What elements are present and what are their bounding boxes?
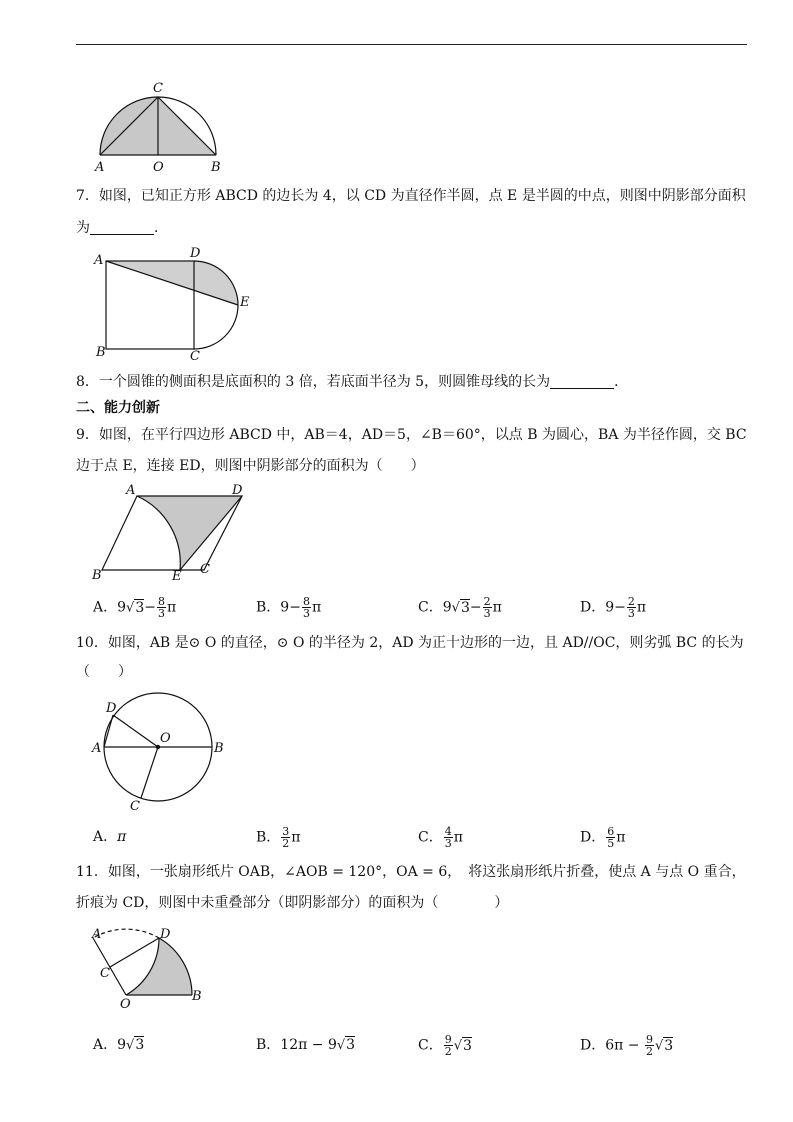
fig10-label-b: B xyxy=(214,741,224,756)
section-heading: 二、能力创新 xyxy=(76,400,160,416)
q11-line1: 11．如图，一张扇形纸片 OAB，∠AOB = 120°，OA = 6， 将这张扇形纸片折叠，使点 A 与点 O 重合， xyxy=(76,864,746,880)
fig9-label-b: B xyxy=(92,568,102,583)
q9-option-c[interactable]: C．9√3− $\frac{2}{3}$ π xyxy=(418,595,502,620)
q10-line2: （ ） xyxy=(76,664,132,680)
q10-line1: 10．如图，AB 是⊙ O 的直径，⊙ O 的半径为 2，AD 为正十边形的一边，且 AD//OC，则劣弧 BC 的长为 xyxy=(76,635,744,651)
q9-line1: 9．如图，在平行四边形 ABCD 中，AB＝4，AD＝5，∠B＝60°，以点 B 为圆心，BA 为半径作圆，交 BC xyxy=(76,427,747,443)
q7-prefix: 为 xyxy=(76,220,90,236)
q10-option-c[interactable]: C． $\frac{4}{3}$ π xyxy=(418,825,463,850)
q11-option-d[interactable]: D．6π − $\frac{9}{2}$ √3 xyxy=(580,1033,674,1058)
fig9-label-e: E xyxy=(172,569,182,584)
fig7-label-d: D xyxy=(190,246,201,261)
q11-option-a[interactable]: A．9√3 xyxy=(93,1037,145,1053)
figure-square-semicircle xyxy=(90,244,260,364)
fig6-label-b: B xyxy=(211,160,221,175)
q8-suffix: ． xyxy=(614,374,629,390)
fig10-label-o: O xyxy=(160,731,171,746)
q7-suffix: ． xyxy=(154,220,168,236)
q8-stem: 8．一个圆锥的侧面积是底面积的 3 倍，若底面半径为 5，则圆锥母线的长为 xyxy=(76,374,551,390)
q9-option-d[interactable]: D．9− $\frac{2}{3}$ π xyxy=(580,595,647,620)
q10-option-b[interactable]: B． $\frac{3}{2}$ π xyxy=(256,825,301,850)
fig11-label-b: B xyxy=(192,989,202,1004)
fig10-label-c: C xyxy=(130,799,140,814)
fig11-label-d: D xyxy=(160,927,171,942)
fig7-label-a: A xyxy=(94,253,104,268)
q10-option-a[interactable]: A．π xyxy=(93,829,127,845)
q11-option-b[interactable]: B．12π − 9√3 xyxy=(256,1037,356,1053)
figure-parallelogram xyxy=(88,480,258,584)
q7-answer-blank xyxy=(90,220,154,235)
fig11-label-o: O xyxy=(120,997,131,1010)
fig10-label-d: D xyxy=(106,701,117,716)
fig6-label-a: A xyxy=(95,160,105,175)
header-rule xyxy=(76,44,747,45)
fig7-label-b: B xyxy=(96,345,106,360)
fig11-label-a: A xyxy=(92,927,102,942)
q8-text xyxy=(76,372,628,392)
q7-line1: 7．如图，已知正方形 ABCD 的边长为 4，以 CD 为直径作半圆，点 E 是半圆的中点，则图中阴影部分面积 xyxy=(76,188,746,204)
q9-line2: 边于点 E，连接 ED，则图中阴影部分的面积为（ ） xyxy=(76,458,425,474)
q7-line2 xyxy=(76,218,168,238)
fig9-label-a: A xyxy=(126,483,136,498)
fig9-label-d: D xyxy=(232,483,243,498)
fig11-label-c: C xyxy=(100,966,110,981)
q10-option-d[interactable]: D． $\frac{6}{5}$ π xyxy=(580,825,626,850)
fig6-label-o: O xyxy=(153,160,164,175)
fig6-label-c: C xyxy=(153,81,163,96)
q9-option-a[interactable]: A．9√3− $\frac{8}{3}$ π xyxy=(93,595,177,620)
figure-sector xyxy=(88,924,218,1010)
q11-line2: 折痕为 CD，则图中未重叠部分（即阴影部分）的面积为（ ） xyxy=(76,895,509,911)
fig10-label-a: A xyxy=(92,741,102,756)
fig9-label-c: C xyxy=(200,562,210,577)
figure-semicircle xyxy=(90,80,230,176)
fig7-label-e: E xyxy=(240,295,250,310)
q9-option-b[interactable]: B．9− $\frac{8}{3}$ π xyxy=(256,595,322,620)
figure-circle xyxy=(88,686,238,816)
q8-answer-blank xyxy=(550,374,614,389)
q11-option-c[interactable]: C． $\frac{9}{2}$ √3 xyxy=(418,1033,472,1058)
fig7-label-c: C xyxy=(190,349,200,364)
